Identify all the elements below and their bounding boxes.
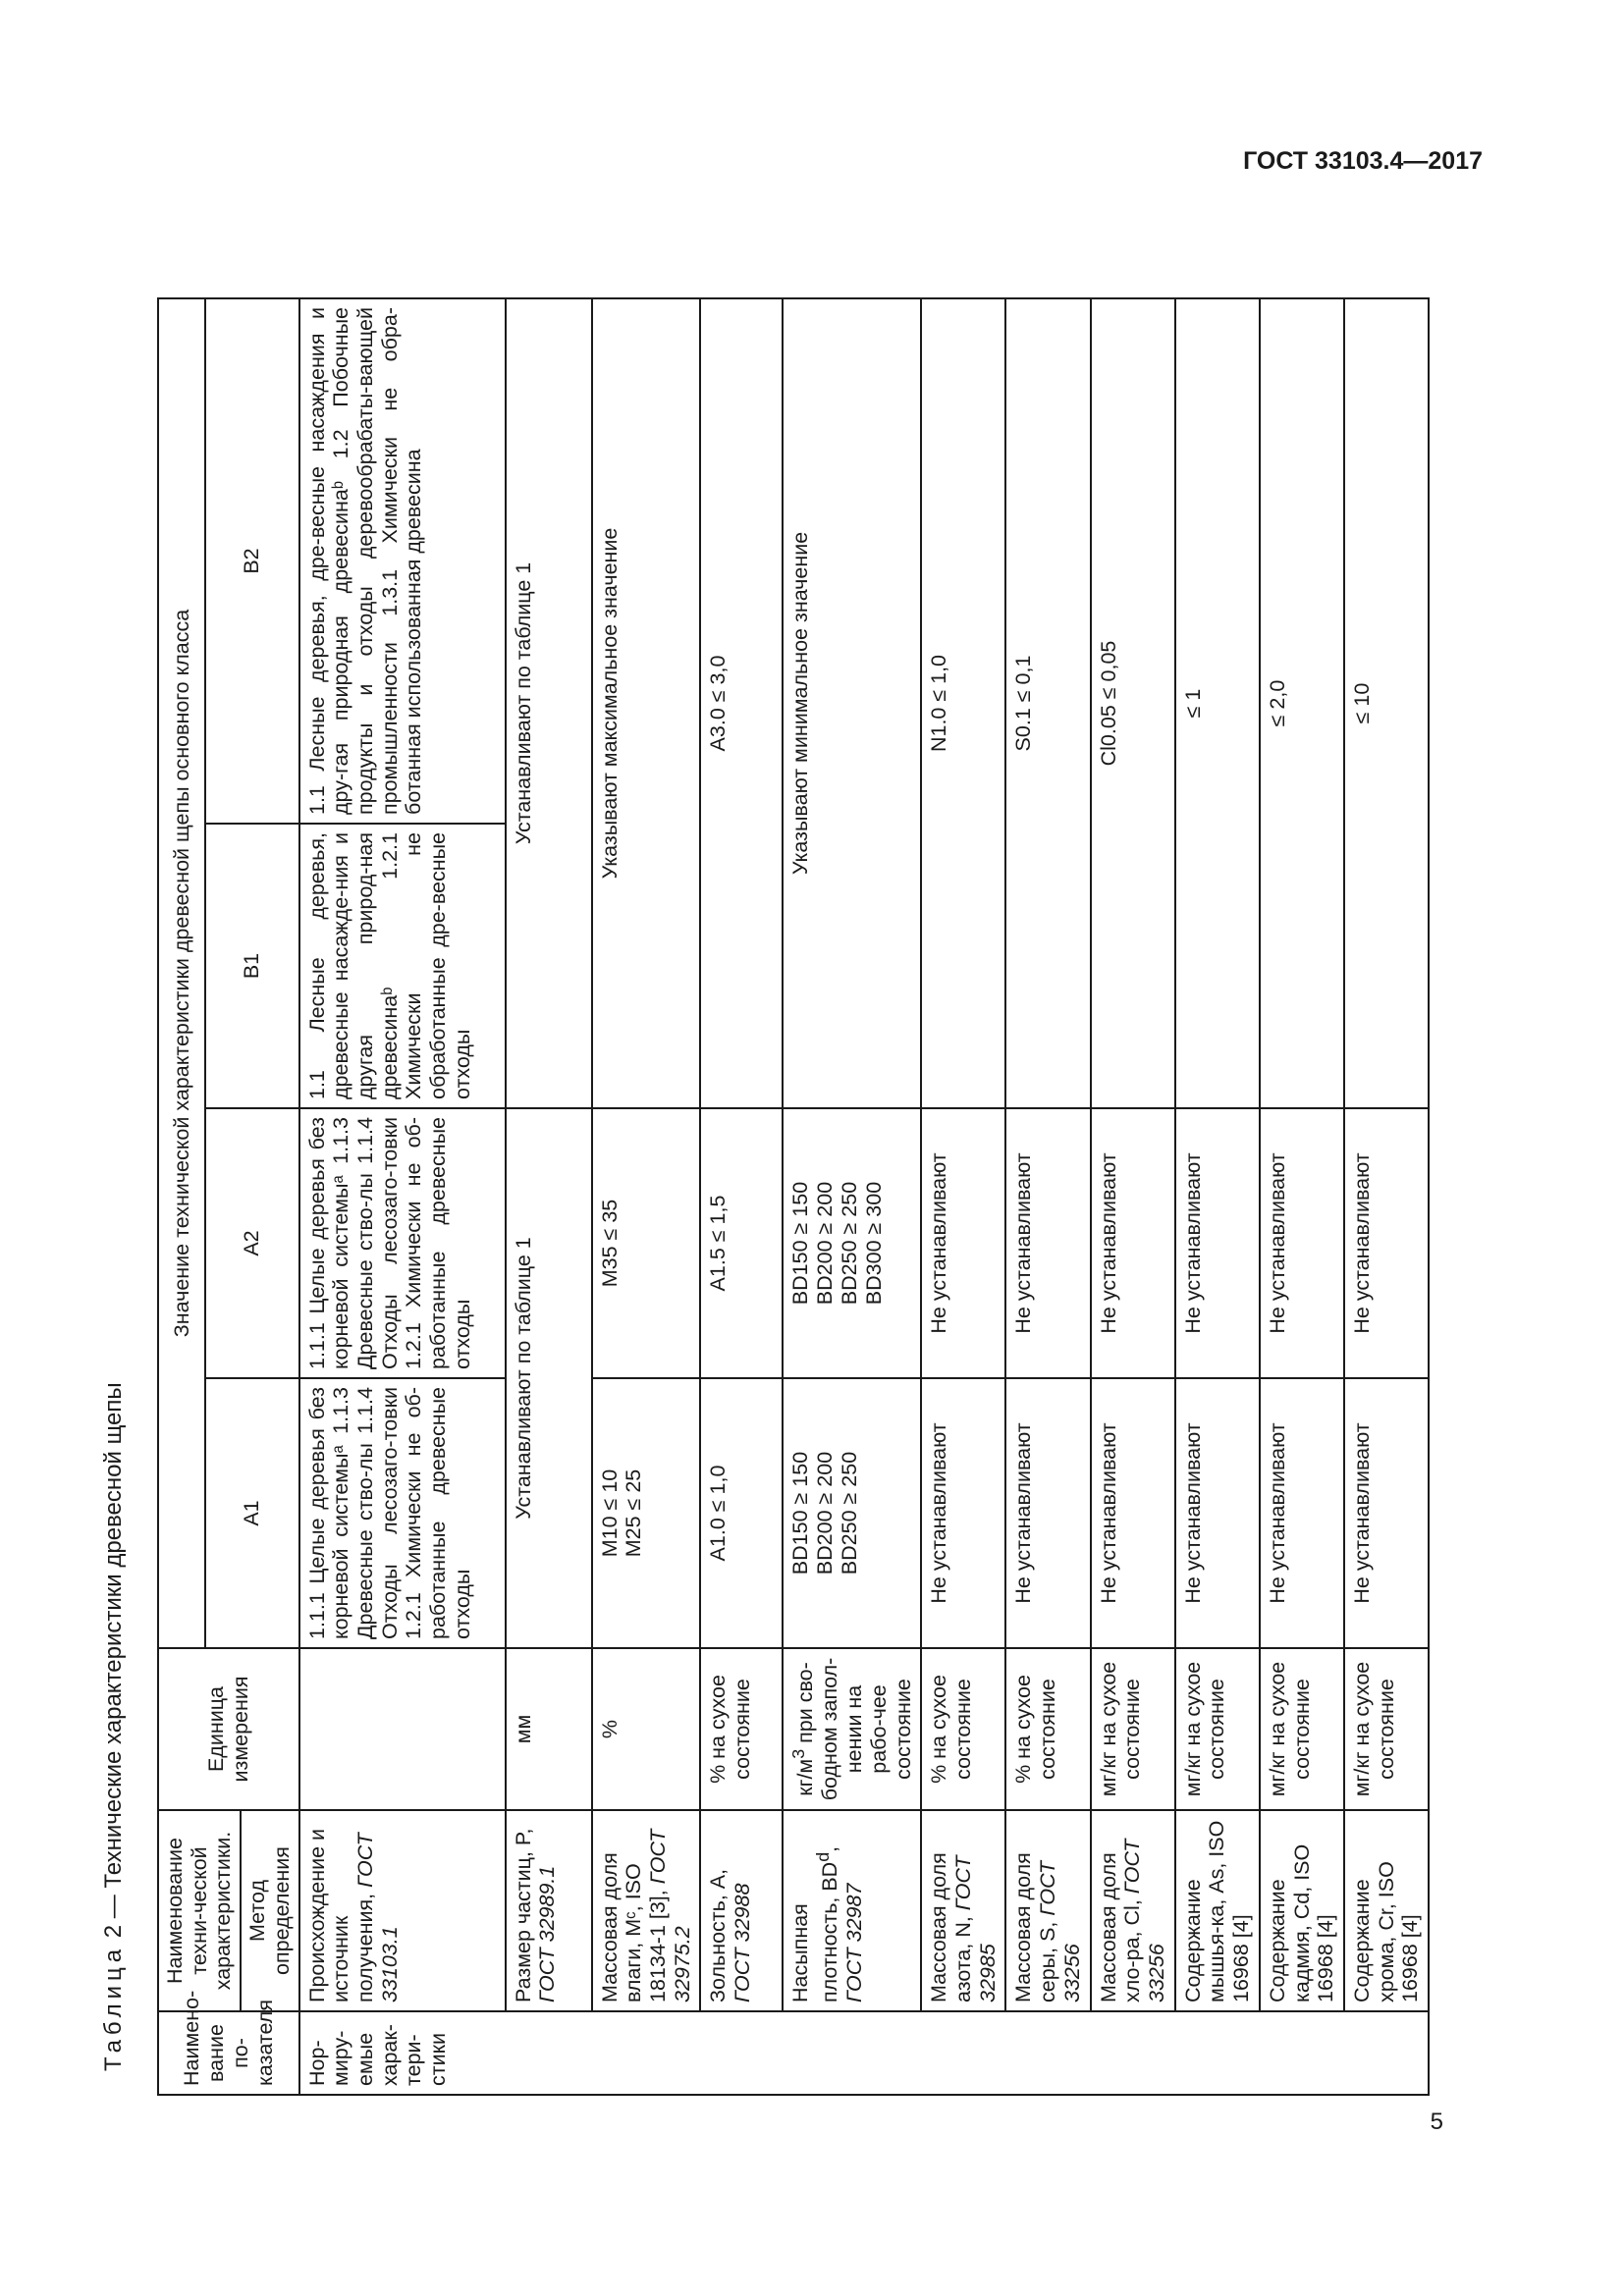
size-a-value: Устанавливают по таблице 1 [506,1108,592,1648]
density-b-value: Указывают минимальное значение [783,298,921,1108]
row-unit: % [592,1648,701,1810]
nitrogen-a1: Не устанавливают [921,1378,1005,1648]
row-method: ГОСТ 33256 [1036,1860,1084,2002]
row-unit: % на сухое состояние [1005,1648,1090,1810]
sulfur-a1: Не устанавливают [1005,1378,1090,1648]
table-caption [100,1382,128,2071]
row-method: ГОСТ 32988 [731,1883,755,2002]
table-row [1260,298,1344,2095]
col-unit-header: Единица измерения [158,1648,299,1810]
table-row [506,298,592,2095]
sulfur-b-value: S0.1 ≤ 0,1 [1005,298,1090,1108]
nitrogen-a2: Не устанавливают [921,1108,1005,1378]
chlorine-a2: Не устанавливают [1091,1108,1175,1378]
table-row [921,298,1005,2095]
row-unit: % на сухое состояние [921,1648,1005,1810]
table-row [299,298,506,2095]
cadmium-a1: Не устанавливают [1260,1378,1344,1648]
class-b1-header: B1 [205,824,299,1108]
col-characteristic-header [158,1810,299,2011]
table-row [1344,298,1429,2095]
moisture-b-value: Указывают максимальное значение [592,298,701,1108]
row-name: Размер частиц, P, ГОСТ 32989.1 [506,1810,592,2011]
row-name: Массовая доля серы, S, ГОСТ 33256 [1005,1810,1090,2011]
chlorine-a1: Не устанавливают [1091,1378,1175,1648]
col-characteristic-name: Наименование техни-ческой характеристики. [159,1811,242,2010]
class-a2-header: A2 [205,1108,299,1378]
header-row-1 [158,298,205,2095]
class-a1-header: A1 [205,1378,299,1648]
row-name: Насыпная плотность, $BD^d$, ГОСТ 32987 [783,1810,921,2011]
caption-rest: 2 — Технические характеристики древесной щепы [100,1382,127,1945]
standard-designation: ГОСТ 33103.4—2017 [1243,147,1483,175]
table-row [592,298,701,2095]
cadmium-b-value: ≤ 2,0 [1260,298,1344,1108]
class-b2-header: B2 [205,298,299,824]
row-name: Массовая доля хло-ра, Cl, ГОСТ 33256 [1091,1810,1175,2011]
table-row [1175,298,1260,2095]
density-a1: BD150 ≥ 150 BD200 ≥ 200 BD250 ≥ 250 [783,1378,921,1648]
row-method: ГОСТ 32975.2 [646,1829,694,2002]
arsenic-a2: Не устанавливают [1175,1108,1260,1378]
rotated-table-block [88,299,1443,2096]
origin-a2: 1.1.1 Целые деревья без корневой системыᵃ 1.1.3 Древесные ство-лы 1.1.4 Отходы лесозаго-товки 1.2.1 Химически не об-работанные древесные отходы [299,1108,506,1378]
chromium-b-value: ≤ 10 [1344,298,1429,1108]
arsenic-a1: Не устанавливают [1175,1378,1260,1648]
sulfur-a2: Не устанавливают [1005,1108,1090,1378]
moisture-a1: M10 ≤ 10 M25 ≤ 25 [592,1378,701,1648]
class-group-header: Значение технической характеристики древесной щепы основного класса [158,298,205,1648]
ash-a2: A1.5 ≤ 1,5 [700,1108,783,1378]
row-method: ГОСТ 32985 [950,1855,1000,2002]
arsenic-b-value: ≤ 1 [1175,298,1260,1108]
row-method: ГОСТ 33103.1 [353,1833,402,2002]
row-method: ГОСТ 32989.1 [535,1865,560,2002]
group-label: Нор-миру-емые харак-тери-стики [299,2011,1430,2095]
nitrogen-b-value: N1.0 ≤ 1,0 [921,298,1005,1108]
origin-b1: 1.1 Лесные деревья, древесные насажде-ния и другая природ-ная древесинаᵇ 1.2.1 Химически не обработанные дре-весные отходы [299,824,506,1108]
page-number: 5 [1430,2109,1443,2135]
chromium-a1: Не устанавливают [1344,1378,1429,1648]
ash-b-value: A3.0 ≤ 3,0 [700,298,783,1108]
row-unit: $кг/м^3$ при сво-бодном запол-нении на рабо-чее состояние [783,1648,921,1810]
cadmium-a2: Не устанавливают [1260,1108,1344,1378]
table-row [700,298,783,2095]
table-row [1091,298,1175,2095]
row-unit: мг/кг на сухое состояние [1344,1648,1429,1810]
row-name: Зольность, A, ГОСТ 32988 [700,1810,783,2011]
chlorine-b-value: Cl0.05 ≤ 0,05 [1091,298,1175,1108]
row-unit: % на сухое состояние [700,1648,783,1810]
row-unit: мм [506,1648,592,1810]
row-unit: мг/кг на сухое состояние [1175,1648,1260,1810]
table-row [783,298,921,2095]
row-name: Содержание кадмия, Cd, ISO 16968 [4] [1260,1810,1344,2011]
col-indicator-header: Наимено-вание по-казателя [158,2011,299,2095]
origin-a1: 1.1.1 Целые деревья без корневой системыᵃ 1.1.3 Древесные ство-лы 1.1.4 Отходы лесозаго-товки 1.2.1 Химически не об-работанные древесные отходы [299,1378,506,1648]
col-method-name: Метод определения [245,1846,294,1975]
chromium-a2: Не устанавливают [1344,1108,1429,1378]
size-b-value: Устанавливают по таблице 1 [506,298,592,1108]
row-name: Происхождение и источник получения, ГОСТ 33103.1 [299,1810,506,2011]
characteristics-table [157,297,1430,2096]
row-unit [299,1648,506,1810]
row-unit: мг/кг на сухое состояние [1091,1648,1175,1810]
row-name: Массовая доля влаги, Mᶜ, ISO 18134-1 [3], ГОСТ 32975.2 [592,1810,701,2011]
table-row [1005,298,1090,2095]
row-name: Массовая доля азота, N, ГОСТ 32985 [921,1810,1005,2011]
row-method: ГОСТ 32987 [842,1883,867,2002]
row-unit: мг/кг на сухое состояние [1260,1648,1344,1810]
density-a2: BD150 ≥ 150 BD200 ≥ 200 BD250 ≥ 250 BD300 ≥ 300 [783,1108,921,1378]
origin-b2: 1.1 Лесные деревья, дре-весные насаждения и дру-гая природная древесинаᵇ 1.2 Побочные продукты и отходы деревообрабаты-вающей промышленности 1.3.1 Химически не обра-ботанная использованная древесина [299,298,506,824]
row-name: Содержание хрома, Cr, ISO 16968 [4] [1344,1810,1429,2011]
moisture-a2: M35 ≤ 35 [592,1108,701,1378]
row-method: ГОСТ 33256 [1120,1839,1168,2002]
caption-prefix: Таблица [100,1944,127,2071]
row-name: Содержание мышья-ка, As, ISO 16968 [4] [1175,1810,1260,2011]
ash-a1: A1.0 ≤ 1,0 [700,1378,783,1648]
